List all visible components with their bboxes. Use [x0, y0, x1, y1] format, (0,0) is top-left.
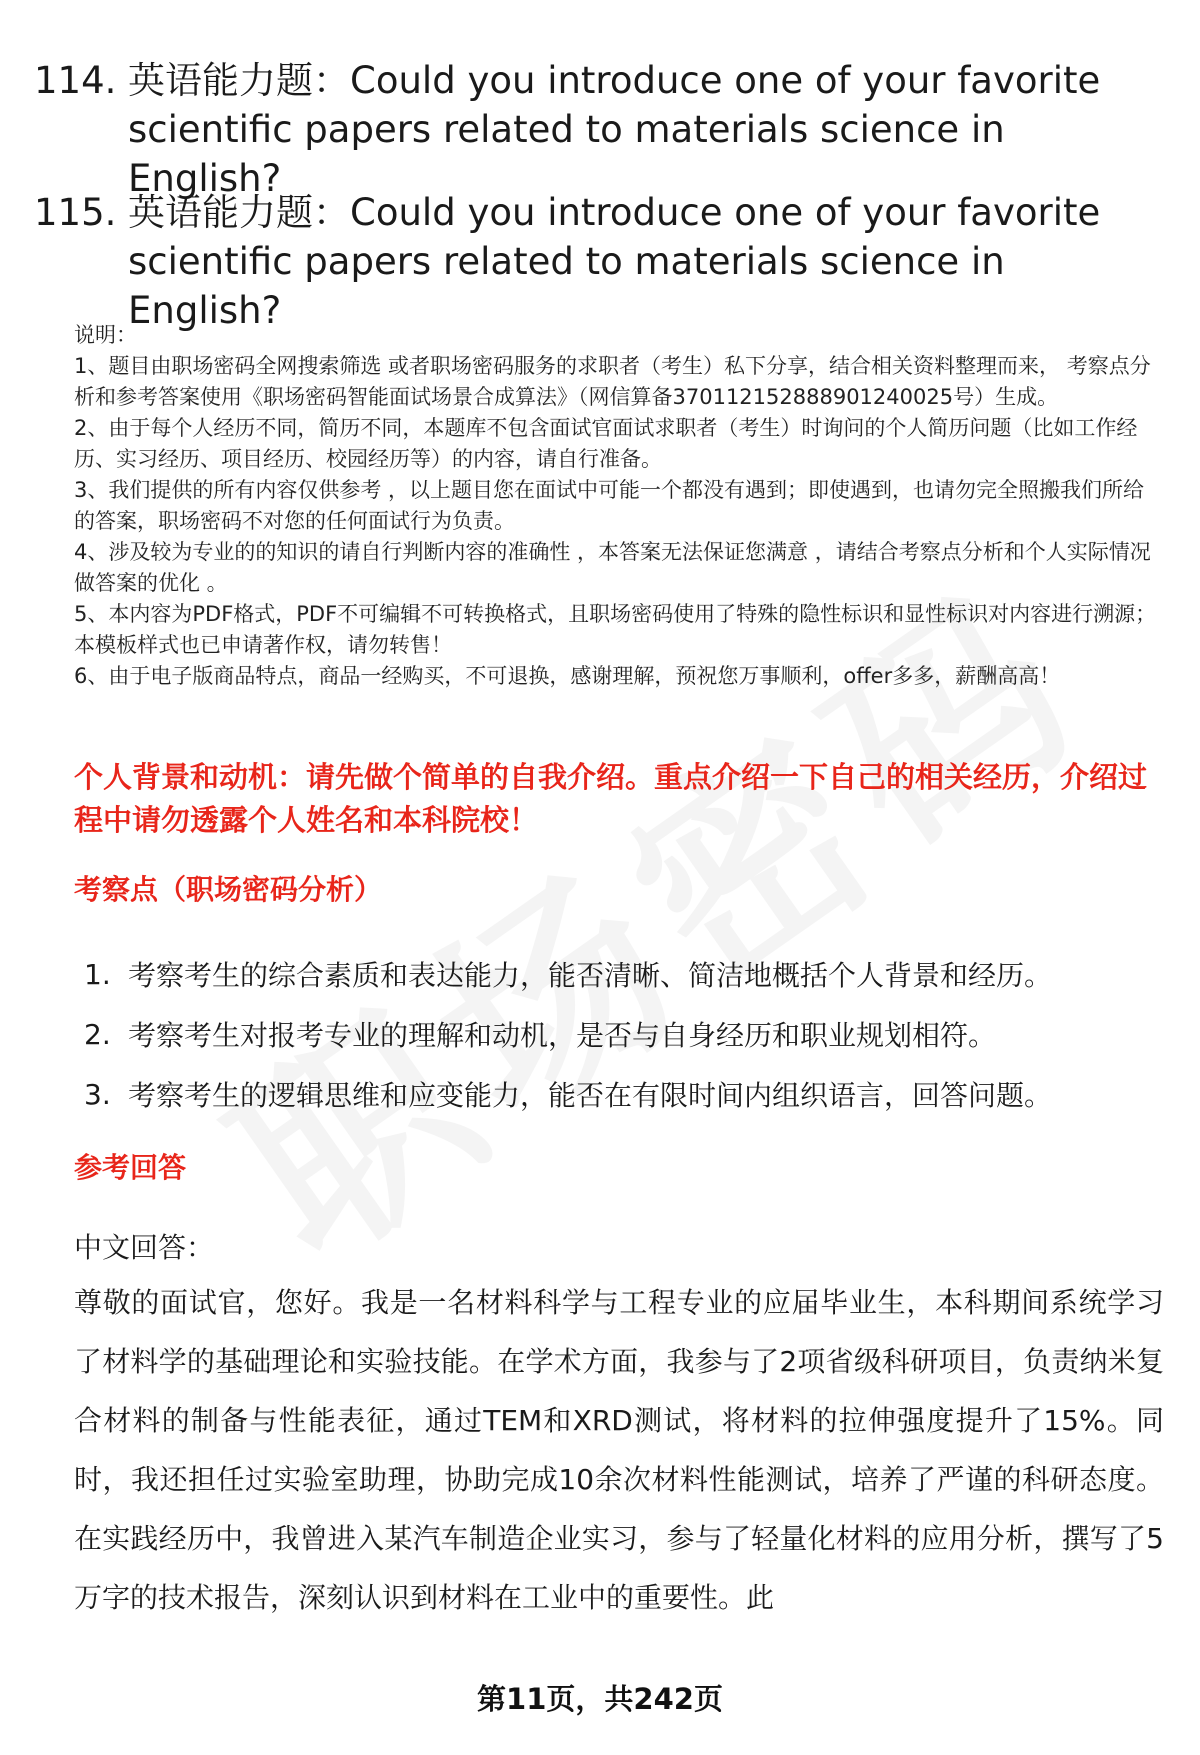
- answer-body: 尊敬的面试官，您好。我是一名材料科学与工程专业的应届毕业生，本科期间系统学习了材料学的基础理论和实验技能。在学术方面，我参与了2项省级科研项目，负责纳米复合材料的制备与性能表征，通过TEM和XRD测试，将材料的拉伸强度提升了15%。同时，我还担任过实验室助理，协助完成10余次材料性能测试，培养了严谨的科研态度。在实践经历中，我曾进入某汽车制造企业实习，参与了轻量化材料的应用分析，撰写了5万字的技术报告，深刻认识到材料在工业中的重要性。此: [74, 1286, 1164, 1614]
- point-number: 1.: [84, 957, 111, 991]
- point-text: 考察考生的综合素质和表达能力，能否清晰、简洁地概括个人背景和经历。: [128, 959, 1053, 992]
- analysis-heading: 考察点（职场密码分析）: [74, 873, 383, 906]
- main-question: 个人背景和动机：请先做个简单的自我介绍。重点介绍一下自己的相关经历，介绍过程中请勿透露个人姓名和本科院校！: [74, 760, 1148, 837]
- analysis-points: [84, 944, 1164, 1124]
- note-item: 5、本内容为PDF格式，PDF不可编辑不可转换格式，且职场密码使用了特殊的隐性标识和显性标识对内容进行溯源；本模板样式也已申请著作权，请勿转售！: [74, 602, 1157, 657]
- question-115: [34, 188, 1164, 335]
- reference-heading: 参考回答: [74, 1151, 187, 1184]
- point-text: 考察考生对报考专业的理解和动机，是否与自身经历和职业规划相符。: [128, 1019, 997, 1052]
- question-number: 114.: [34, 59, 117, 102]
- point-number: 2.: [84, 1017, 111, 1051]
- note-item: 6、由于电子版商品特点，商品一经购买，不可退换，感谢理解，预祝您万事顺利，offer多多，薪酬高高！: [74, 664, 1061, 688]
- list-item: [84, 1064, 1164, 1124]
- note-item: 1、题目由职场密码全网搜索筛选 或者职场密码服务的求职者（考生）私下分享，结合相关资料整理而来， 考察点分析和参考答案使用《职场密码智能面试场景合成算法》（网信算备370112152888901240025号）生成。: [74, 354, 1151, 409]
- question-114: [34, 56, 1164, 203]
- list-item: [84, 1004, 1164, 1064]
- disclaimer-notes: [74, 320, 1164, 692]
- question-text: 英语能力题：Could you introduce one of your favorite scientific papers related to materials science in English?: [128, 191, 1101, 332]
- point-number: 3.: [84, 1077, 111, 1111]
- answer-label: 中文回答：: [74, 1231, 215, 1264]
- note-item: 2、由于每个人经历不同，简历不同，本题库不包含面试官面试求职者（考生）时询问的个人简历问题（比如工作经历、实习经历、项目经历、校园经历等）的内容，请自行准备。: [74, 416, 1138, 471]
- note-item: 4、涉及较为专业的的知识的请自行判断内容的准确性 ，本答案无法保证您满意 ，请结合考察点分析和个人实际情况做答案的优化 。: [74, 540, 1151, 595]
- page-number: 第11页，共242页: [477, 1682, 723, 1716]
- list-item: [84, 944, 1164, 1004]
- point-text: 考察考生的逻辑思维和应变能力，能否在有限时间内组织语言，回答问题。: [128, 1079, 1053, 1112]
- note-item: 3、我们提供的所有内容仅供参考 ，以上题目您在面试中可能一个都没有遇到；即使遇到，也请勿完全照搬我们所给的答案，职场密码不对您的任何面试行为负责。: [74, 478, 1145, 533]
- reference-answer: [74, 1227, 1164, 1627]
- question-text: 英语能力题：Could you introduce one of your favorite scientific papers related to materials science in English?: [128, 59, 1101, 200]
- question-number: 115.: [34, 191, 117, 234]
- notes-title: 说明：: [74, 323, 137, 347]
